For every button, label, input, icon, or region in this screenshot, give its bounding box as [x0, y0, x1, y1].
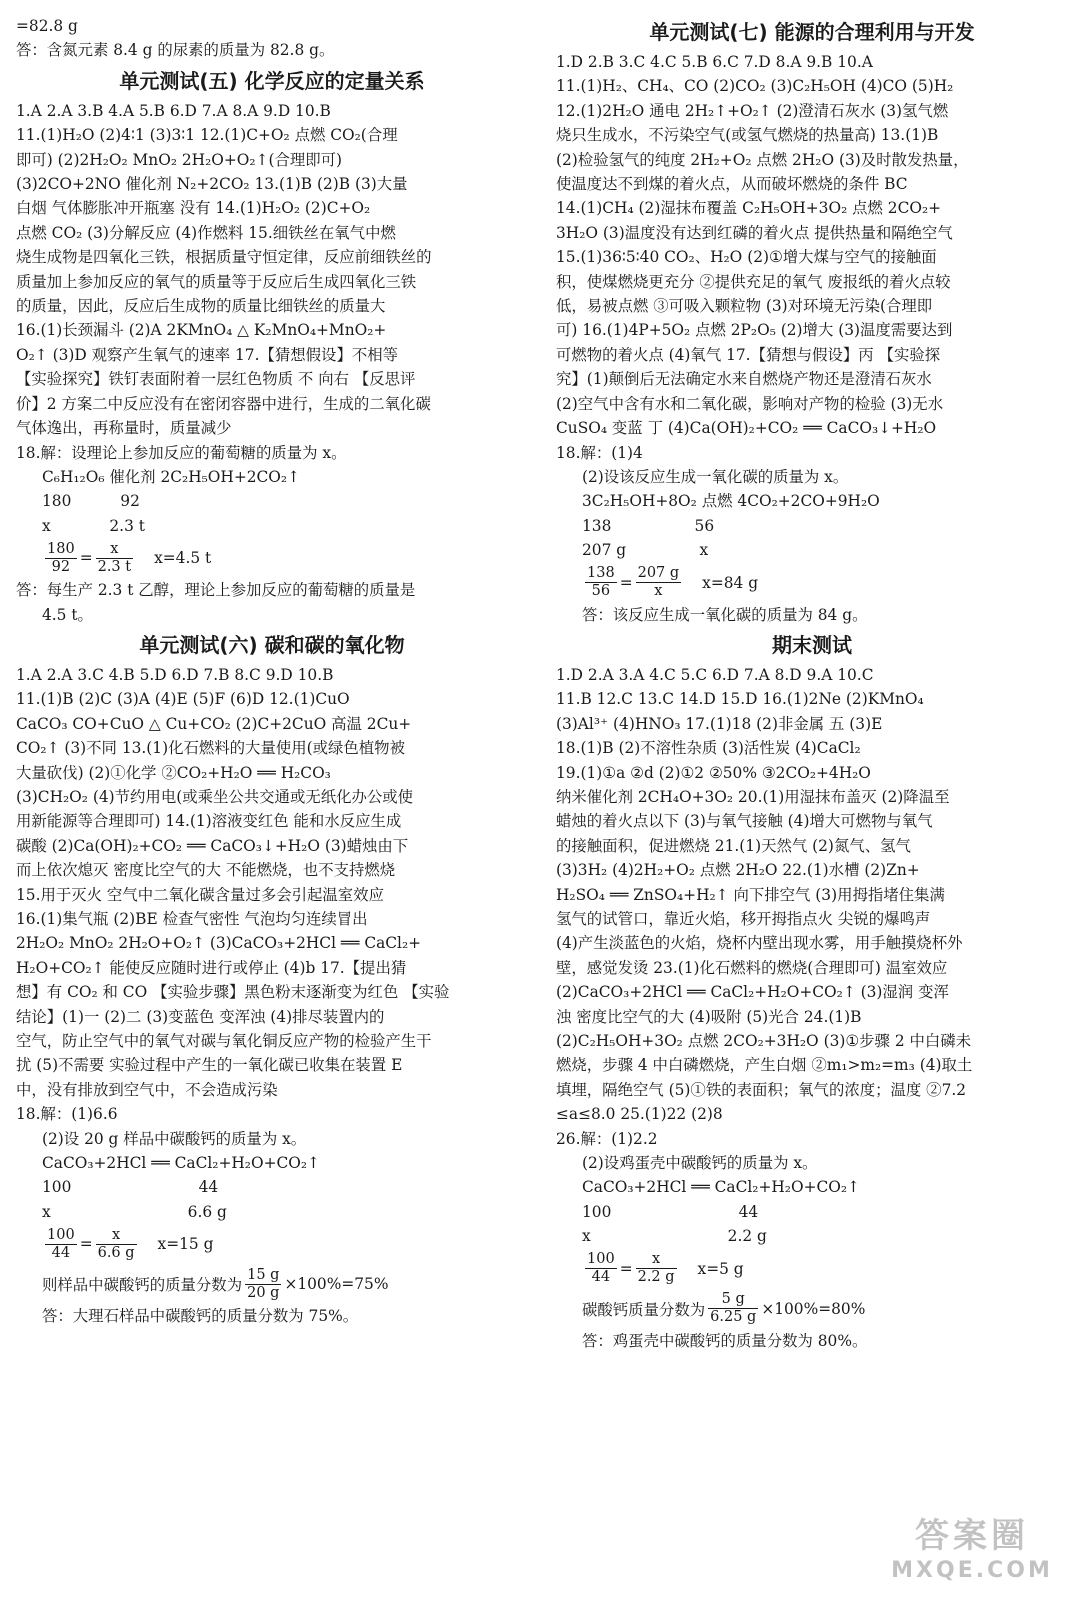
text-line: 浊 密度比空气的大 (4)吸附 (5)光合 24.(1)B: [556, 1007, 862, 1026]
fraction-denominator: 44: [51, 1244, 71, 1261]
text-line: 14.(1)CH₄ (2)湿抹布覆盖 C₂H₅OH+3O₂ 点燃 2CO₂+: [556, 199, 942, 218]
text-line: 用新能源等合理即可) 14.(1)溶液变红色 能和水反应生成: [16, 812, 402, 831]
text-line: 11.B 12.C 13.C 14.D 15.D 16.(1)2Ne (2)KMnO₄: [556, 690, 924, 709]
result-text: x=84 g: [702, 573, 759, 592]
percentage-label: 碳酸钙质量分数为: [582, 1300, 706, 1319]
text-line: 12.(1)2H₂O 通电 2H₂↑+O₂↑ (2)澄清石灰水 (3)氢气燃: [556, 101, 949, 120]
text-line: 白烟 气体膨胀冲开瓶塞 没有 14.(1)H₂O₂ (2)C+O₂: [16, 199, 371, 218]
text-line: 1.D 2.B 3.C 4.C 5.B 6.C 7.D 8.A 9.B 10.A: [556, 53, 873, 71]
text-line: O₂↑ (3)D 观察产生氧气的速率 17.【猜想假设】不相等: [16, 345, 399, 364]
text-line: 1.A 2.A 3.C 4.B 5.D 6.D 7.B 8.C 9.D 10.B: [16, 665, 334, 684]
percentage-label: 则样品中碳酸钙的质量分数为: [42, 1276, 243, 1295]
text-line: 蜡烛的着火点以下 (3)与氧气接触 (4)增大可燃物与氧气: [556, 812, 933, 831]
text-line: 中，没有排放到空气中，不会造成污染: [16, 1080, 278, 1099]
proportion-equation: $\frac{100}{44}$ = $\frac{x}{2.2 g}$ x=5 g: [587, 1251, 744, 1286]
text-line: 1.A 2.A 3.B 4.A 5.B 6.D 7.A 8.A 9.D 10.B: [16, 101, 331, 120]
unit6-answers: [16, 663, 528, 1329]
text-line: 空气，防止空气中的氧气对碳与氧化铜反应产物的检验产生干: [16, 1032, 432, 1051]
text-line: (3)Al³⁺ (4)HNO₃ 17.(1)18 (2)非金属 五 (3)E: [556, 714, 883, 733]
fraction-denominator: 6.25 g: [710, 1309, 757, 1326]
percentage-equation: [16, 1264, 528, 1304]
text-line: 2H₂O₂ MnO₂ 2H₂O+O₂↑ (3)CaCO₃+2HCl ══ CaCl₂+: [16, 934, 422, 953]
fraction-denominator: 20 g: [247, 1284, 280, 1301]
section-title-unit6: 单元测试(六) 碳和碳的氧化物: [139, 632, 405, 657]
text-line: 烧只生成水，不污染空气(或氢气燃烧的热量高) 13.(1)B: [556, 126, 939, 145]
text-line: 质量加上参加反应的氧气的质量等于反应后生成四氧化三铁: [16, 272, 417, 291]
text-line: 气体逸出，再称量时，质量减少: [16, 419, 232, 438]
text-line: 18.(1)B (2)不溶性杂质 (3)活性炭 (4)CaCl₂: [556, 739, 861, 758]
proportion-equation: $\frac{138}{56}$ = $\frac{207 g}{x}$ x=84 g: [587, 565, 759, 600]
calc-line: 207 g x: [582, 541, 709, 560]
text-line: 想】有 CO₂ 和 CO 【实验步骤】黑色粉末逐渐变为红色 【实验: [16, 983, 450, 1002]
text-line: 1.D 2.A 3.A 4.C 5.C 6.D 7.A 8.D 9.A 10.C: [556, 665, 874, 684]
calc-line: 100 44: [42, 1178, 219, 1197]
text-line: 扰 (5)不需要 实验过程中产生的一氧化碳已收集在装置 E: [16, 1056, 403, 1075]
text-line: 结论】(1)一 (2)二 (3)变蓝色 变浑浊 (4)排尽装置内的: [16, 1007, 385, 1026]
fraction-numerator: 15 g: [247, 1266, 280, 1283]
section-title-unit7: 单元测试(七) 能源的合理利用与开发: [649, 20, 975, 44]
fraction-denominator: 44: [591, 1269, 611, 1286]
text-line: 而上依次熄灭 密度比空气的大 不能燃烧，也不支持燃烧: [16, 861, 396, 880]
text-line: 氢气的试管口，靠近火焰，移开拇指点火 尖锐的爆鸣声: [556, 910, 931, 928]
fraction-denominator: x: [654, 583, 663, 600]
watermark-text: 答案圈: [915, 1516, 1029, 1556]
calc-line: 180 92: [42, 492, 140, 511]
section-title-final: 期末测试: [772, 632, 852, 657]
text-line: 11.(1)H₂O (2)4∶1 (3)3∶1 12.(1)C+O₂ 点燃 CO₂(合理: [16, 126, 398, 145]
fraction-denominator: 2.2 g: [637, 1269, 675, 1286]
calc-line: C₆H₁₂O₆ 催化剂 2C₂H₅OH+2CO₂↑: [42, 467, 300, 486]
text-line: 15.用于灭火 空气中二氧化碳含量过多会引起温室效应: [16, 885, 384, 904]
left-column: [16, 14, 528, 1329]
text-line: (3)3H₂ (4)2H₂+O₂ 点燃 2H₂O 22.(1)水槽 (2)Zn+: [556, 861, 920, 880]
section-title-unit5: 单元测试(五) 化学反应的定量关系: [119, 68, 425, 93]
text-line: 11.(1)B (2)C (3)A (4)E (5)F (6)D 12.(1)CuO: [16, 690, 350, 709]
text-line: 18.解：(1)6.6: [16, 1105, 118, 1124]
text-line: 18.解：(1)4: [556, 443, 643, 462]
fraction-numerator: x: [636, 1251, 677, 1269]
text-line: 纳米催化剂 2CH₄O+3O₂ 20.(1)用湿抹布盖灭 (2)降温至: [556, 787, 950, 806]
result-text: x=5 g: [697, 1259, 744, 1278]
text-line: 16.(1)集气瓶 (2)BE 检查气密性 气泡均匀连续冒出: [16, 910, 368, 928]
fraction-numerator: 100: [47, 1226, 75, 1243]
fraction-numerator: 5 g: [708, 1291, 758, 1309]
text-line: (2)检验氢气的纯度 2H₂+O₂ 点燃 2H₂O (3)及时散发热量，: [556, 150, 969, 169]
text-line: 大量砍伐) (2)①化学 ②CO₂+H₂O ══ H₂CO₃: [16, 763, 331, 782]
text-line: (3)2CO+2NO 催化剂 N₂+2CO₂ 13.(1)B (2)B (3)大量: [16, 175, 408, 194]
calc-line: 100 44: [582, 1202, 759, 1221]
text-line: 15.(1)36∶5∶40 CO₂、H₂O (2)①增大煤与空气的接触面: [556, 248, 937, 267]
percentage-equation: [556, 1289, 1068, 1329]
fraction-denominator: 2.3 t: [97, 558, 132, 575]
text-line: (2)CaCO₃+2HCl ══ CaCl₂+H₂O+CO₂↑ (3)湿润 变浑: [556, 983, 949, 1002]
text-line: 答：大理石样品中碳酸钙的质量分数为 75%。: [42, 1307, 359, 1326]
text-line: 19.(1)①a ②d (2)①2 ②50% ③2CO₂+4H₂O: [556, 763, 871, 782]
text-line: 【实验探究】铁钉表面附着一层红色物质 不 向右 【反思评: [16, 370, 416, 389]
fraction-numerator: 180: [47, 540, 75, 557]
calc-line: CaCO₃+2HCl ══ CaCl₂+H₂O+CO₂↑: [42, 1154, 320, 1173]
fraction-denominator: 56: [591, 583, 611, 600]
unit7-answers: [556, 50, 1068, 627]
text-line: 的质量，因此，反应后生成物的质量比细铁丝的质量大: [16, 297, 386, 316]
fraction-numerator: 207 g: [637, 565, 680, 582]
percentage-result: ×100%=75%: [284, 1275, 389, 1294]
text-line: H₂O+CO₂↑ 能使反应随时进行或停止 (4)b 17.【提出猜: [16, 958, 407, 977]
text-line: 碳酸 (2)Ca(OH)₂+CO₂ ══ CaCO₃↓+H₂O (3)蜡烛由下: [16, 836, 409, 855]
text-line: (4)产生淡蓝色的火焰，烧杯内壁出现水雾，用手触摸烧杯外: [556, 934, 963, 953]
text-line: 16.(1)长颈漏斗 (2)A 2KMnO₄ △ K₂MnO₄+MnO₂+: [16, 321, 387, 340]
text-line: CaCO₃ CO+CuO △ Cu+CO₂ (2)C+2CuO 高温 2Cu+: [16, 714, 412, 733]
watermark-logo: [872, 1514, 1072, 1594]
percentage-result: ×100%=80%: [761, 1299, 866, 1318]
text-line: 答：鸡蛋壳中碳酸钙的质量分数为 80%。: [582, 1331, 868, 1350]
text-line: 26.解：(1)2.2: [556, 1129, 658, 1148]
fraction-numerator: 138: [587, 565, 615, 582]
fraction-numerator: x: [96, 541, 134, 559]
text-line: 壁，感觉发烫 23.(1)化石燃料的燃烧(合理即可) 温室效应: [556, 958, 948, 977]
text-line: 可) 16.(1)4P+5O₂ 点燃 2P₂O₅ (2)增大 (3)温度需要达到: [556, 321, 953, 340]
text-line: ≤a≤8.0 25.(1)22 (2)8: [556, 1105, 723, 1124]
text-line: 烧生成物是四氧化三铁，根据质量守恒定律，反应前细铁丝的: [16, 248, 432, 267]
proportion-equation: $\frac{100}{44}$ = $\frac{x}{6.6 g}$ x=15 g: [47, 1226, 214, 1261]
fraction-numerator: x: [96, 1227, 137, 1245]
proportion-equation: $\frac{180}{92}$ = $\frac{x}{2.3 t}$ x=4.5 t: [47, 540, 212, 575]
text-line: 低，易被点燃 ③可吸入颗粒物 (3)对环境无污染(合理即: [556, 297, 933, 316]
text-line: 价】2 方案二中反应没有在密闭容器中进行，生成的二氧化碳: [16, 394, 431, 413]
watermark-url: MXQE.COM: [891, 1558, 1053, 1583]
text-line: (2)C₂H₅OH+3O₂ 点燃 2CO₂+3H₂O (3)①步骤 2 中白磷未: [556, 1032, 972, 1051]
calc-line: (2)设该反应生成一氧化碳的质量为 x。: [582, 467, 849, 486]
calc-line: x 6.6 g: [42, 1202, 227, 1221]
right-column: [556, 14, 1068, 1353]
text-line: 4.5 t。: [42, 605, 93, 624]
text-line: 答：该反应生成一氧化碳的质量为 84 g。: [582, 605, 868, 624]
calc-line: x 2.2 g: [582, 1227, 767, 1246]
text-line: 11.(1)H₂、CH₄、CO (2)CO₂ (3)C₂H₅OH (4)CO (5)H₂: [556, 77, 954, 96]
calc-line: 138 56: [582, 516, 715, 535]
final-answers: [556, 663, 1068, 1353]
text-line: 点燃 CO₂ (3)分解反应 (4)作燃料 15.细铁丝在氧气中燃: [16, 223, 396, 242]
calc-line: 3C₂H₅OH+8O₂ 点燃 4CO₂+2CO+9H₂O: [582, 492, 880, 511]
text-line: 使温度达不到煤的着火点，从而破坏燃烧的条件 BC: [556, 175, 908, 194]
result-text: x=15 g: [157, 1235, 214, 1254]
text-line: CO₂↑ (3)不同 13.(1)化石燃料的大量使用(或绿色植物被: [16, 739, 405, 758]
text-line: 填埋，隔绝空气 (5)①铁的表面积；氧气的浓度；温度 ②7.2: [556, 1080, 967, 1099]
fraction-denominator: 92: [51, 558, 71, 575]
calc-line: x 2.3 t: [42, 516, 145, 535]
text-line: (2)空气中含有水和二氧化碳，影响对产物的检验 (3)无水: [556, 394, 944, 413]
text-line: 究】(1)颠倒后无法确定水来自燃烧产物还是澄清石灰水: [556, 370, 932, 389]
calc-line: (2)设 20 g 样品中碳酸钙的质量为 x。: [42, 1129, 307, 1148]
text-line: =82.8 g: [16, 17, 78, 35]
calc-line: CaCO₃+2HCl ══ CaCl₂+H₂O+CO₂↑: [582, 1178, 860, 1197]
text-line: (3)CH₂O₂ (4)节约用电(或乘坐公共交通或无纸化办公或使: [16, 787, 414, 806]
text-line: 即可) (2)2H₂O₂ MnO₂ 2H₂O+O₂↑(合理即可): [16, 150, 343, 169]
text-line: CuSO₄ 变蓝 丁 (4)Ca(OH)₂+CO₂ ══ CaCO₃↓+H₂O: [556, 419, 937, 438]
text-line: 答：含氮元素 8.4 g 的尿素的质量为 82.8 g。: [16, 41, 335, 60]
unit5-answers: [16, 99, 528, 627]
calc-line: (2)设鸡蛋壳中碳酸钙的质量为 x。: [582, 1154, 818, 1173]
text-line: H₂SO₄ ══ ZnSO₄+H₂↑ 向下排空气 (3)用拇指堵住集满: [556, 885, 945, 904]
fraction-numerator: 100: [587, 1251, 615, 1268]
text-line: 积，使煤燃烧更充分 ②提供充足的氧气 废报纸的着火点较: [556, 272, 951, 291]
text-line: 燃烧，步骤 4 中白磷燃烧，产生白烟 ②m₁>m₂=m₃ (4)取土: [556, 1056, 973, 1075]
text-line: 18.解：设理论上参加反应的葡萄糖的质量为 x。: [16, 443, 347, 462]
text-line: 答：每生产 2.3 t 乙醇，理论上参加反应的葡萄糖的质量是: [16, 581, 416, 600]
fraction-denominator: 6.6 g: [97, 1244, 135, 1261]
text-line: 的接触面积，促进燃烧 21.(1)天然气 (2)氮气、氢气: [556, 836, 911, 855]
text-line: 3H₂O (3)温度没有达到红磷的着火点 提供热量和隔绝空气: [556, 223, 953, 242]
text-line: 可燃物的着火点 (4)氧气 17.【猜想与假设】丙 【实验探: [556, 345, 941, 364]
result-text: x=4.5 t: [154, 549, 212, 568]
